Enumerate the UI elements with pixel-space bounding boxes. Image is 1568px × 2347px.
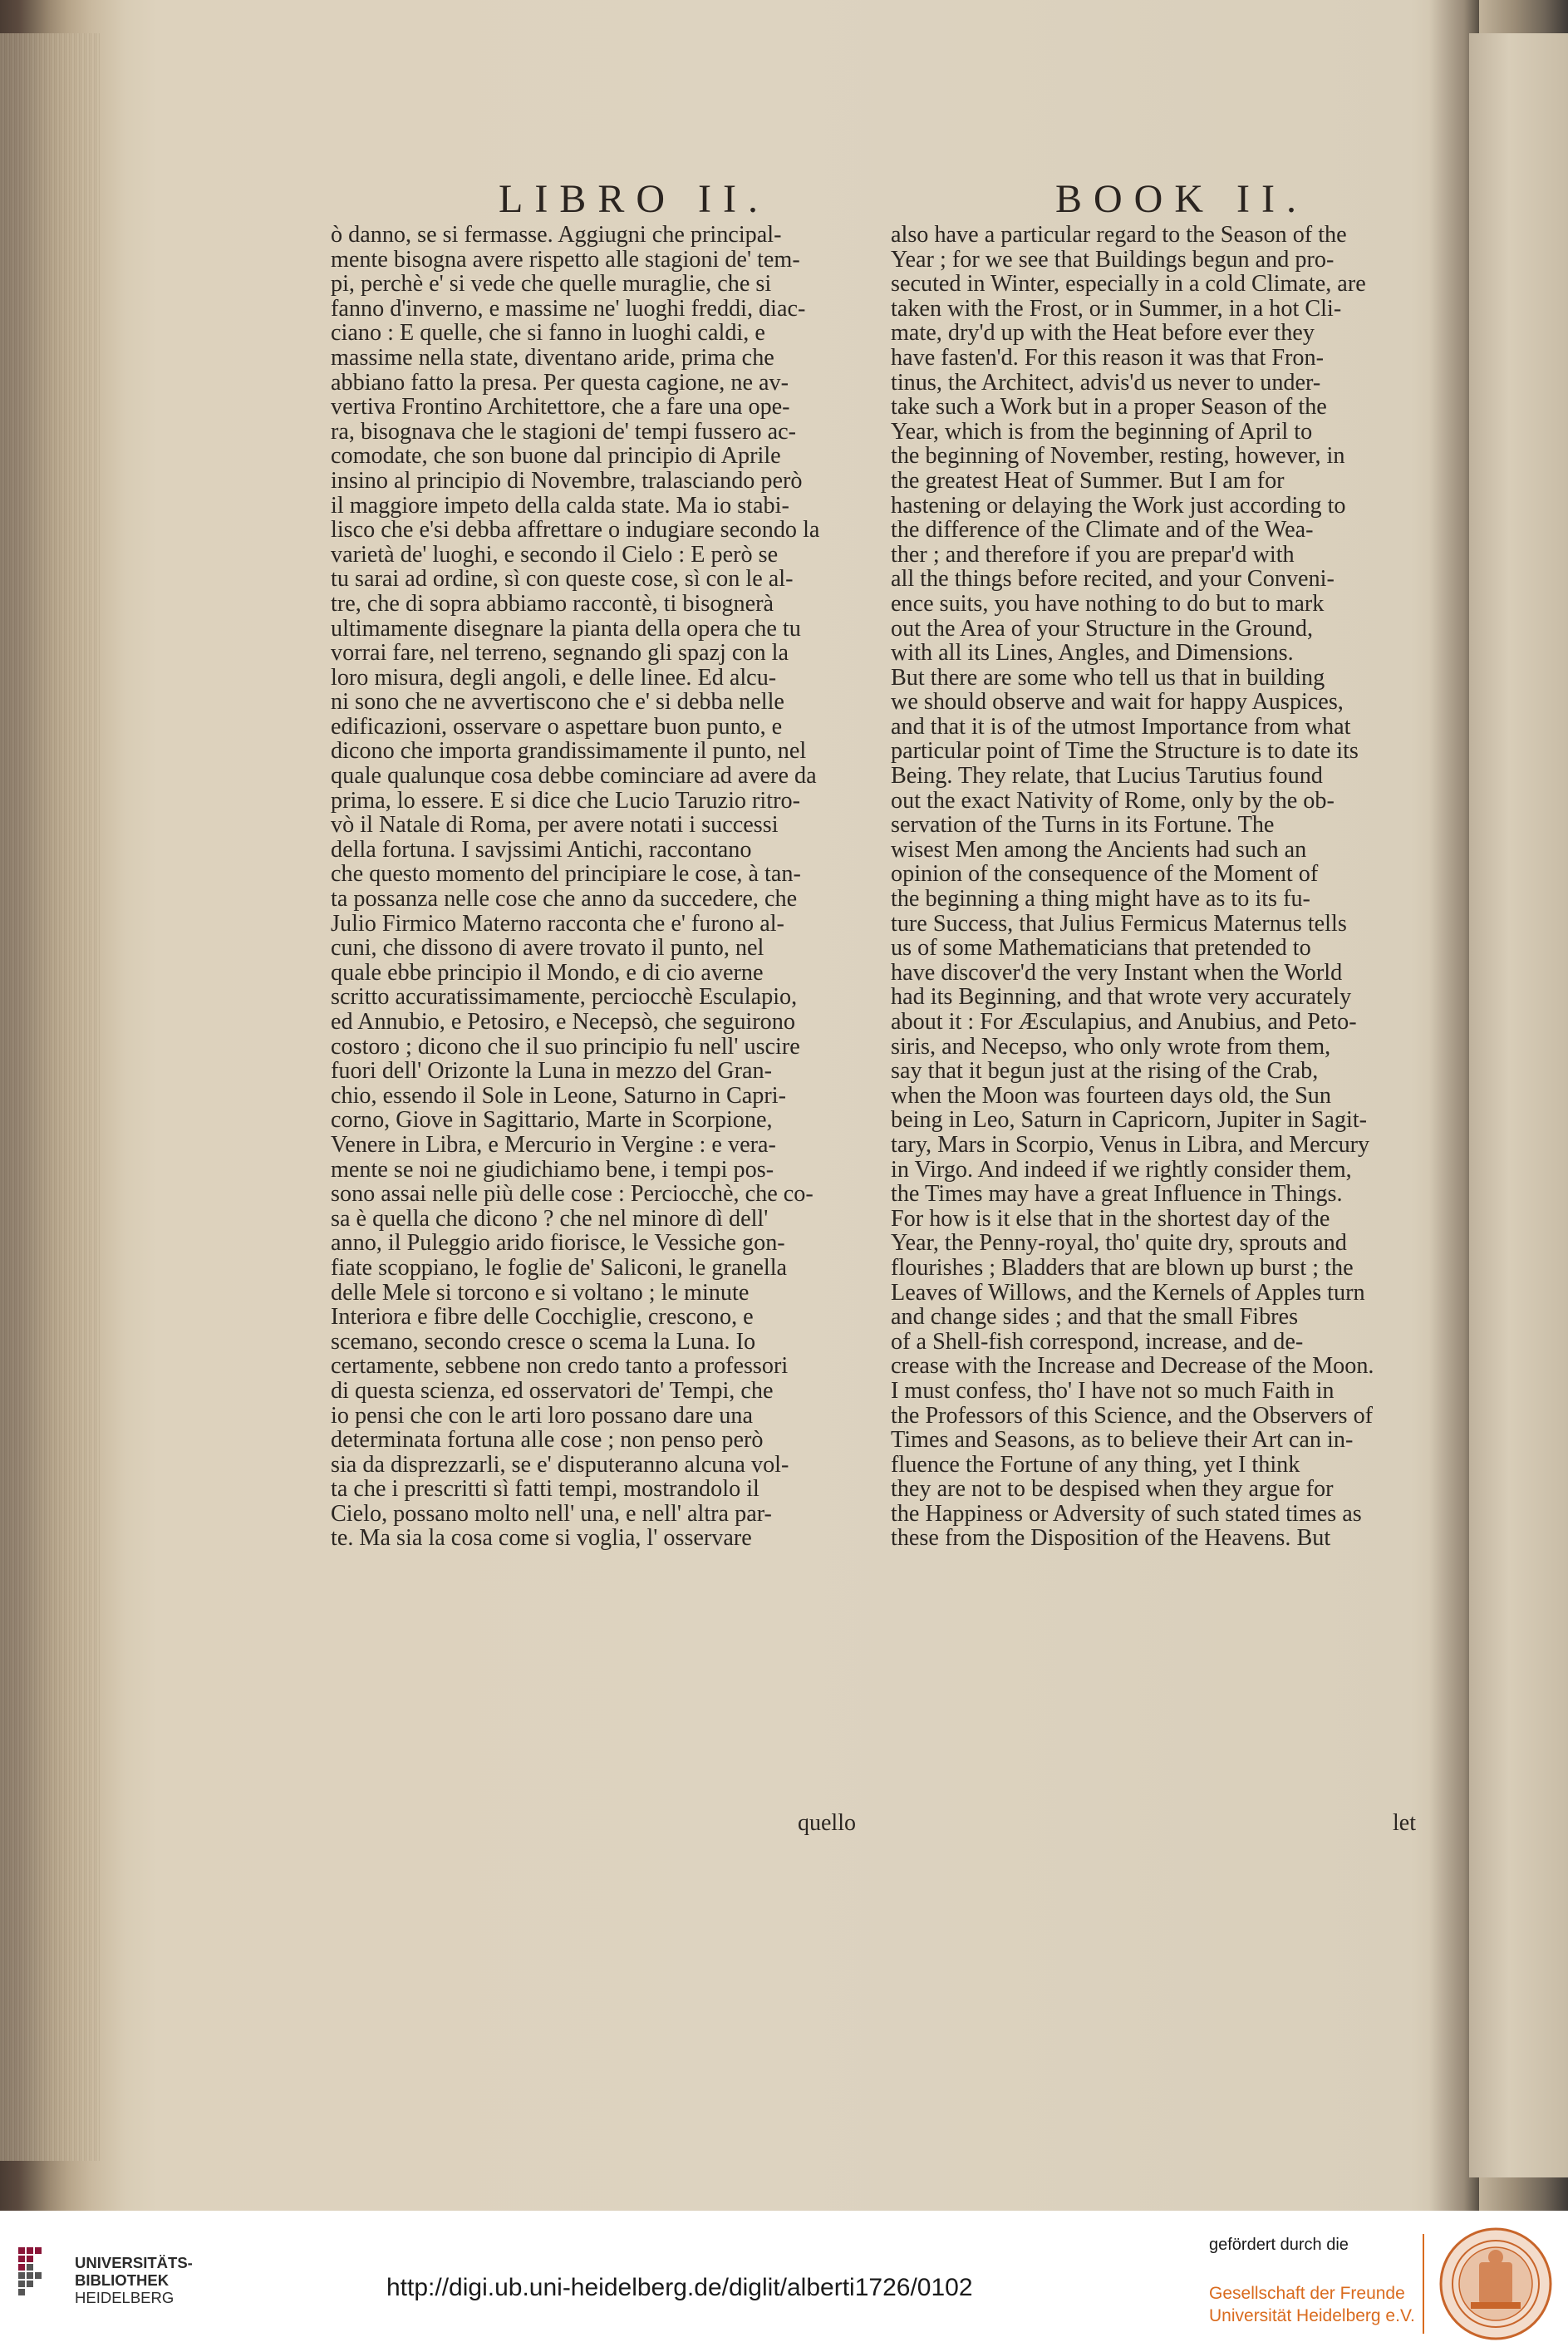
italian-text-column bbox=[331, 223, 869, 1551]
library-name-line: UNIVERSITÄTS- bbox=[75, 2254, 193, 2271]
text-line: quale ebbe principio il Mondo, e di cio averne bbox=[331, 959, 764, 986]
text-line: di questa scienza, ed osservatori de' Tempi, che bbox=[331, 1377, 774, 1404]
text-line: Julio Firmico Materno racconta che e' furono al- bbox=[331, 910, 784, 937]
text-line: and that it is of the utmost Importance from what bbox=[891, 713, 1351, 740]
text-line: prima, lo essere. E si dice che Lucio Taruzio ritro- bbox=[331, 787, 800, 814]
running-head-right: BOOK II. bbox=[1055, 177, 1308, 221]
permalink-url[interactable]: http://digi.ub.uni-heidelberg.de/diglit/alberti1726/0102 bbox=[386, 2274, 973, 2301]
digitization-footer bbox=[0, 2211, 1568, 2347]
text-line: fanno d'inverno, e massime ne' luoghi freddi, diac- bbox=[331, 295, 806, 322]
text-line: these from the Disposition of the Heavens. But bbox=[891, 1525, 1331, 1552]
catchword-left: quello bbox=[798, 1810, 856, 1836]
text-line: il maggiore impeto della calda state. Ma io stabi- bbox=[331, 492, 789, 519]
text-line: about it : For Æsculapius, and Anubius, and Peto- bbox=[891, 1009, 1357, 1035]
running-head-left: LIBRO II. bbox=[499, 177, 769, 221]
text-line: te. Ma sia la cosa come si voglia, l' osservare bbox=[331, 1525, 752, 1552]
facing-page-edge bbox=[1469, 33, 1568, 2177]
english-text-column bbox=[891, 223, 1423, 1551]
text-line: had its Beginning, and that wrote very accurately bbox=[891, 984, 1352, 1011]
text-line: taken with the Frost, or in Summer, in a hot Cli- bbox=[891, 295, 1342, 322]
text-line: sono assai nelle più delle cose : Perciocchè, che co- bbox=[331, 1181, 813, 1208]
university-seal-icon bbox=[1438, 2226, 1554, 2342]
text-line: Being. They relate, that Lucius Tarutius found bbox=[891, 763, 1323, 790]
text-line: comodate, che son buone dal principio di Aprile bbox=[331, 443, 781, 470]
text-line: the beginning a thing might have as to its fu- bbox=[891, 886, 1310, 913]
text-line: wisest Men among the Ancients had such an bbox=[891, 836, 1307, 863]
text-line: costoro ; dicono che il suo principio fu nell' uscire bbox=[331, 1033, 800, 1060]
text-line: lisco che e'si debba affrettare o indugiare secondo la bbox=[331, 517, 820, 544]
library-name bbox=[75, 2254, 193, 2306]
text-line: mente se noi ne giudichiamo bene, i tempi pos- bbox=[331, 1156, 774, 1183]
text-line: also have a particular regard to the Season of the bbox=[891, 222, 1347, 248]
text-line: abbiano fatto la presa. Per questa cagione, ne av- bbox=[331, 369, 789, 396]
text-line: della fortuna. I savjssimi Antichi, raccontano bbox=[331, 836, 752, 863]
text-line: and change sides ; and that the small Fibres bbox=[891, 1304, 1299, 1331]
text-line: flourishes ; Bladders that are blown up burst ; the bbox=[891, 1254, 1354, 1281]
text-line: ence suits, you have nothing to do but to mark bbox=[891, 590, 1325, 617]
text-line: ta che i prescritti sì fatti tempi, mostrandolo il bbox=[331, 1476, 759, 1503]
text-line: ciano : E quelle, che si fanno in luoghi caldi, e bbox=[331, 320, 765, 347]
text-line: quale qualunque cosa debbe cominciare ad avere da bbox=[331, 763, 817, 790]
text-line: secuted in Winter, especially in a cold Climate, are bbox=[891, 271, 1366, 298]
text-line: determinata fortuna alle cose ; non penso però bbox=[331, 1427, 764, 1454]
text-line: being in Leo, Saturn in Capricorn, Jupiter in Sagit- bbox=[891, 1107, 1368, 1134]
text-line: crease with the Increase and Decrease of the Moon. bbox=[891, 1353, 1374, 1380]
text-line: loro misura, degli angoli, e delle linee. Ed alcu- bbox=[331, 664, 777, 691]
text-line: have discover'd the very Instant when the World bbox=[891, 959, 1343, 986]
text-line: ture Success, that Julius Fermicus Maternus tells bbox=[891, 910, 1347, 937]
text-line: For how is it else that in the shortest day of the bbox=[891, 1205, 1330, 1232]
text-line: the Happiness or Adversity of such stated times as bbox=[891, 1500, 1362, 1527]
text-line: ultimamente disegnare la pianta della opera che tu bbox=[331, 615, 801, 642]
text-line: edificazioni, osservare o aspettare buon punto, e bbox=[331, 713, 783, 740]
text-line: opinion of the consequence of the Moment of bbox=[891, 861, 1319, 888]
page-edges bbox=[0, 33, 100, 2161]
text-line: ther ; and therefore if you are prepar'd with bbox=[891, 541, 1295, 568]
footer-divider bbox=[1423, 2234, 1424, 2334]
text-line: Interiora e fibre delle Cocchiglie, crescono, e bbox=[331, 1304, 754, 1331]
text-line: the beginning of November, resting, however, in bbox=[891, 443, 1345, 470]
text-line: Year, which is from the beginning of April to bbox=[891, 418, 1313, 445]
text-line: che questo momento del principiare le cose, à tan- bbox=[331, 861, 801, 888]
text-line: out the Area of your Structure in the Ground, bbox=[891, 615, 1314, 642]
text-line: delle Mele si torcono e si voltano ; le minute bbox=[331, 1279, 750, 1306]
text-line: dicono che importa grandissimamente il punto, nel bbox=[331, 738, 807, 765]
text-line: vò il Natale di Roma, per avere notati i successi bbox=[331, 812, 779, 839]
sponsor-name[interactable] bbox=[1209, 2282, 1415, 2327]
text-line: tre, che di sopra abbiamo raccontè, ti bisognerà bbox=[331, 590, 774, 617]
text-line: ra, bisognava che le stagioni de' tempi fussero ac- bbox=[331, 418, 797, 445]
text-line: sia da disprezzarli, se e' disputeranno alcuna vol- bbox=[331, 1451, 789, 1478]
text-line: fuori dell' Orizonte la Luna in mezzo del Gran- bbox=[331, 1058, 773, 1085]
text-line: Times and Seasons, as to believe their Art can in- bbox=[891, 1427, 1354, 1454]
text-line: corno, Giove in Sagittario, Marte in Scorpione, bbox=[331, 1107, 773, 1134]
text-line: all the things before recited, and your Conveni- bbox=[891, 566, 1335, 593]
text-line: cuni, che dissono di avere trovato il punto, nel bbox=[331, 935, 764, 962]
text-line: insino al principio di Novembre, tralasciando però bbox=[331, 467, 803, 494]
text-line: Cielo, possano molto nell' una, e nell' altra par- bbox=[331, 1500, 772, 1527]
text-line: siris, and Necepso, who only wrote from them, bbox=[891, 1033, 1331, 1060]
text-line: in Virgo. And indeed if we rightly consider them, bbox=[891, 1156, 1352, 1183]
sponsor-name-line: Universität Heidelberg e.V. bbox=[1209, 2306, 1415, 2325]
text-line: the Times may have a great Influence in Things. bbox=[891, 1181, 1343, 1208]
text-line: Venere in Libra, e Mercurio in Vergine : e vera- bbox=[331, 1131, 776, 1158]
text-line: But there are some who tell us that in building bbox=[891, 664, 1325, 691]
text-line: ta possanza nelle cose che anno da succedere, che bbox=[331, 886, 798, 913]
text-line: scemano, secondo cresce o scema la Luna. Io bbox=[331, 1328, 756, 1355]
text-line: I must confess, tho' I have not so much Faith in bbox=[891, 1377, 1335, 1404]
text-line: varietà de' luoghi, e secondo il Cielo : E però se bbox=[331, 541, 779, 568]
text-line: ò danno, se si fermasse. Aggiugni che principal- bbox=[331, 222, 782, 248]
text-line: scritto accuratissimamente, perciocchè Esculapio, bbox=[331, 984, 798, 1011]
library-name-line: BIBLIOTHEK bbox=[75, 2271, 170, 2289]
text-line: certamente, sebbene non credo tanto a professori bbox=[331, 1353, 789, 1380]
text-line: the difference of the Climate and of the Wea- bbox=[891, 517, 1314, 544]
text-line: they are not to be despised when they argue for bbox=[891, 1476, 1334, 1503]
text-line: particular point of Time the Structure is to date its bbox=[891, 738, 1359, 765]
text-line: massime nella state, diventano aride, prima che bbox=[331, 344, 774, 371]
text-line: tu sarai ad ordine, sì con queste cose, sì con le al- bbox=[331, 566, 794, 593]
text-line: have fasten'd. For this reason it was that Fron- bbox=[891, 344, 1324, 371]
text-line: sa è quella che dicono ? che nel minore dì dell' bbox=[331, 1205, 769, 1232]
text-line: mente bisogna avere rispetto alle stagioni de' tem- bbox=[331, 246, 800, 273]
text-line: ni sono che ne avvertiscono che e' si debba nelle bbox=[331, 689, 784, 716]
text-line: take such a Work but in a proper Season of the bbox=[891, 394, 1327, 421]
text-line: tary, Mars in Scorpio, Venus in Libra, and Mercury bbox=[891, 1131, 1370, 1158]
text-line: when the Moon was fourteen days old, the Sun bbox=[891, 1082, 1331, 1109]
text-line: the Professors of this Science, and the Observers of bbox=[891, 1402, 1374, 1429]
text-line: mate, dry'd up with the Heat before ever they bbox=[891, 320, 1315, 347]
text-line: say that it begun just at the rising of the Crab, bbox=[891, 1058, 1319, 1085]
sponsor-name-line: Gesellschaft der Freunde bbox=[1209, 2284, 1405, 2303]
text-line: tinus, the Architect, advis'd us never to under- bbox=[891, 369, 1321, 396]
text-line: io pensi che con le arti loro possano dare una bbox=[331, 1402, 753, 1429]
text-line: out the exact Nativity of Rome, only by the ob- bbox=[891, 787, 1335, 814]
catchword-right: let bbox=[1393, 1810, 1416, 1836]
text-line: anno, il Puleggio arido fiorisce, le Vessiche gon- bbox=[331, 1230, 785, 1257]
text-line: the greatest Heat of Summer. But I am for bbox=[891, 467, 1285, 494]
text-line: vorrai fare, nel terreno, segnando gli spazj con la bbox=[331, 640, 789, 667]
text-line: fiate scoppiano, le foglie de' Saliconi, le granella bbox=[331, 1254, 788, 1281]
text-line: fluence the Fortune of any thing, yet I think bbox=[891, 1451, 1300, 1478]
text-line: pi, perchè e' si vede che quelle muraglie, che si bbox=[331, 271, 772, 298]
text-line: we should observe and wait for happy Auspices, bbox=[891, 689, 1344, 716]
text-line: Year ; for we see that Buildings begun and pro- bbox=[891, 246, 1335, 273]
text-line: ed Annubio, e Petosiro, e Necepsò, che seguirono bbox=[331, 1009, 795, 1035]
text-line: of a Shell-fish correspond, increase, and de- bbox=[891, 1328, 1304, 1355]
text-line: chio, essendo il Sole in Leone, Saturno in Capri- bbox=[331, 1082, 786, 1109]
text-line: us of some Mathematicians that pretended to bbox=[891, 935, 1311, 962]
text-line: hastening or delaying the Work just according to bbox=[891, 492, 1346, 519]
text-line: vertiva Frontino Architettore, che a fare una ope- bbox=[331, 394, 790, 421]
text-line: servation of the Turns in its Fortune. The bbox=[891, 812, 1275, 839]
funded-by-label: gefördert durch die bbox=[1209, 2236, 1349, 2254]
ub-library-logo-icon[interactable] bbox=[18, 2247, 60, 2295]
text-line: with all its Lines, Angles, and Dimensions. bbox=[891, 640, 1294, 667]
text-line: Year, the Penny-royal, tho' quite dry, sprouts and bbox=[891, 1230, 1347, 1257]
library-name-line: HEIDELBERG bbox=[75, 2289, 174, 2306]
text-line: Leaves of Willows, and the Kernels of Apples turn bbox=[891, 1279, 1365, 1306]
